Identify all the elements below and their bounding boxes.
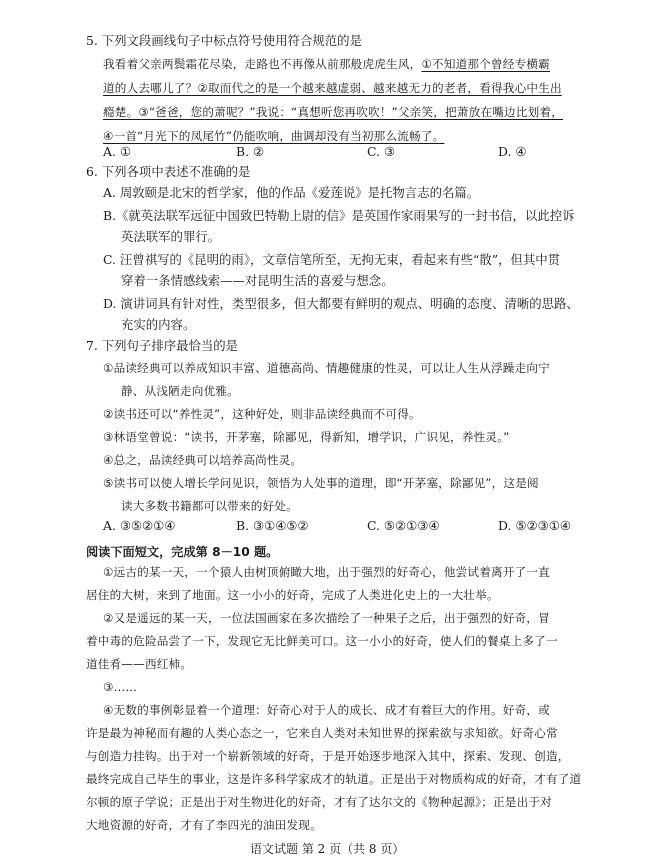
reading-p1-line-2: 居住的大树，来到了地面。这一小小的好奇，完成了人类进化史上的一大壮举。 — [86, 588, 499, 602]
reading-p2-line-2: 着中毒的危险品尝了一下，发现它无比鲜美可口。这一小小的好奇，使人们的餐桌上多了一 — [86, 634, 558, 648]
q5-stem: 5. 下列文段画线句子中标点符号使用符合规范的是 — [86, 33, 362, 48]
q7-sentence-5-cont: 读大多数书籍都可以带来的好处。 — [121, 499, 298, 513]
q7-option-a[interactable]: A. ③⑤②①④ — [103, 518, 176, 533]
q5-underlined-sentence: 道的人去哪儿了？②取而代之的是一个越来越虚弱、越来越无力的老者，看得我心中生出 — [103, 81, 562, 95]
q6-option-c-cont: 穿着一条情感线索——对昆明生活的喜爱与想念。 — [121, 273, 394, 288]
q5-passage-line-1 — [103, 56, 550, 72]
q5-passage-line-2 — [103, 80, 562, 96]
reading-p4-line-4: 最终完成自己毕生的事业，这是许多科学家成才的轨道。正是出于对物质构成的好奇，才有了道 — [86, 772, 582, 786]
reading-p2-line-1: ②又是遥远的某一天，一位法国画家在多次描绘了一种果子之后，出于强烈的好奇，冒 — [103, 611, 550, 625]
q5-underlined-sentence: ①不知道那个曾经专横霸 — [421, 57, 550, 71]
q7-sentence-5: ⑤读书可以使人增长学问见识，领悟为人处事的道理，即“开茅塞，除鄙见”，这是阅 — [103, 476, 539, 490]
reading-p4-line-6: 大地资源的好奇，才有了李四光的油田发现。 — [86, 818, 322, 832]
q7-option-c[interactable]: C. ⑤②①③④ — [367, 518, 440, 533]
q7-sentence-2: ②读书还可以“养性灵”，这种好处，则非品读经典而不可得。 — [103, 407, 421, 421]
q5-underlined-sentence: ④一首“月光下的凤尾竹”仍能吹响，曲调却没有当初那么流畅了。 — [103, 129, 445, 143]
q7-sentence-4: ④总之，品读经典可以培养高尚性灵。 — [103, 453, 303, 467]
reading-p1-line-1: ①远古的某一天，一个猿人由树顶俯瞰大地，出于强烈的好奇心，他尝试着离开了一直 — [103, 565, 550, 579]
q5-option-b[interactable]: B. ② — [236, 144, 265, 159]
q5-underlined-sentence: 瘾楚。③“爸爸，您的萧呢？”我说：“真想听您再吹吹！”父亲笑，把萧放在嘴边比划着， — [103, 105, 563, 119]
reading-p2-line-3: 道佳肴——西红柿。 — [86, 657, 193, 671]
q5-passage-line-3 — [103, 104, 563, 120]
reading-p4-line-3: 与创造力挂钩。出于对一个崭新领域的好奇，于是开始逐步地深入其中，探索、发现、创造， — [86, 749, 570, 763]
q6-stem: 6. 下列各项中表述不准确的是 — [86, 164, 251, 179]
q6-option-b[interactable]: B.《就英法联军远征中国致巴特勒上尉的信》是英国作家雨果写的一封书信，以此控诉 — [103, 208, 575, 223]
q6-option-c[interactable]: C. 汪曾祺写的《昆明的雨》，文章信笔所至，无拘无束，看起来有些“散”，但其中贯 — [103, 252, 561, 267]
q6-option-d[interactable]: D. 演讲词具有针对性，类型很多，但大都要有鲜明的观点、明确的态度、清晰的思路、 — [103, 296, 579, 311]
q7-option-d[interactable]: D. ⑤②③①④ — [498, 518, 571, 533]
reading-p3: ③…… — [103, 680, 138, 694]
q7-sentence-1: ①品读经典可以养成知识丰富、道德高尚、情趣健康的性灵，可以让人生从浮躁走向宁 — [103, 361, 550, 375]
q6-option-a[interactable]: A. 周敦颐是北宋的哲学家，他的作品《爱莲说》是托物言志的名篇。 — [103, 185, 480, 200]
page-footer: 语文试题 第 2 页（共 8 页） — [250, 842, 405, 856]
q5-option-a[interactable]: A. ① — [103, 144, 131, 159]
q6-option-b-cont: 英法联军的罪行。 — [121, 229, 221, 244]
q5-passage-plain: 我看着父亲两鬓霜花尽染，走路也不再像从前那般虎虎生风， — [103, 57, 422, 71]
reading-p4-line-2: 许是最为神秘而有趣的人类心态之一，它来自人类对未知世界的探索欲与求知欲。好奇心常 — [86, 726, 558, 740]
reading-p4-line-5: 尔顿的原子学说；正是出于对生物进化的好奇，才有了达尔文的《物种起源》；正是出于对 — [86, 795, 552, 809]
q5-option-d[interactable]: D. ④ — [498, 144, 527, 159]
reading-p4-line-1: ④无数的事例彰显着一个道理：好奇心对于人的成长、成才有着巨大的作用。好奇，或 — [103, 703, 550, 717]
q7-sentence-3: ③林语堂曾说：“读书，开茅塞，除鄙见，得新知，增学识，广识见，养性灵。” — [103, 430, 510, 444]
reading-heading: 阅读下面短文，完成第 8－10 题。 — [86, 545, 279, 559]
q7-option-b[interactable]: B. ③①④⑤② — [236, 518, 309, 533]
q7-stem: 7. 下列句子排序最恰当的是 — [86, 338, 239, 353]
q7-sentence-1-cont: 静、从浅陋走向优雅。 — [121, 384, 239, 398]
q6-option-d-cont: 充实的内容。 — [121, 317, 196, 332]
q5-passage-line-4 — [103, 128, 444, 144]
q5-option-c[interactable]: C. ③ — [367, 144, 396, 159]
